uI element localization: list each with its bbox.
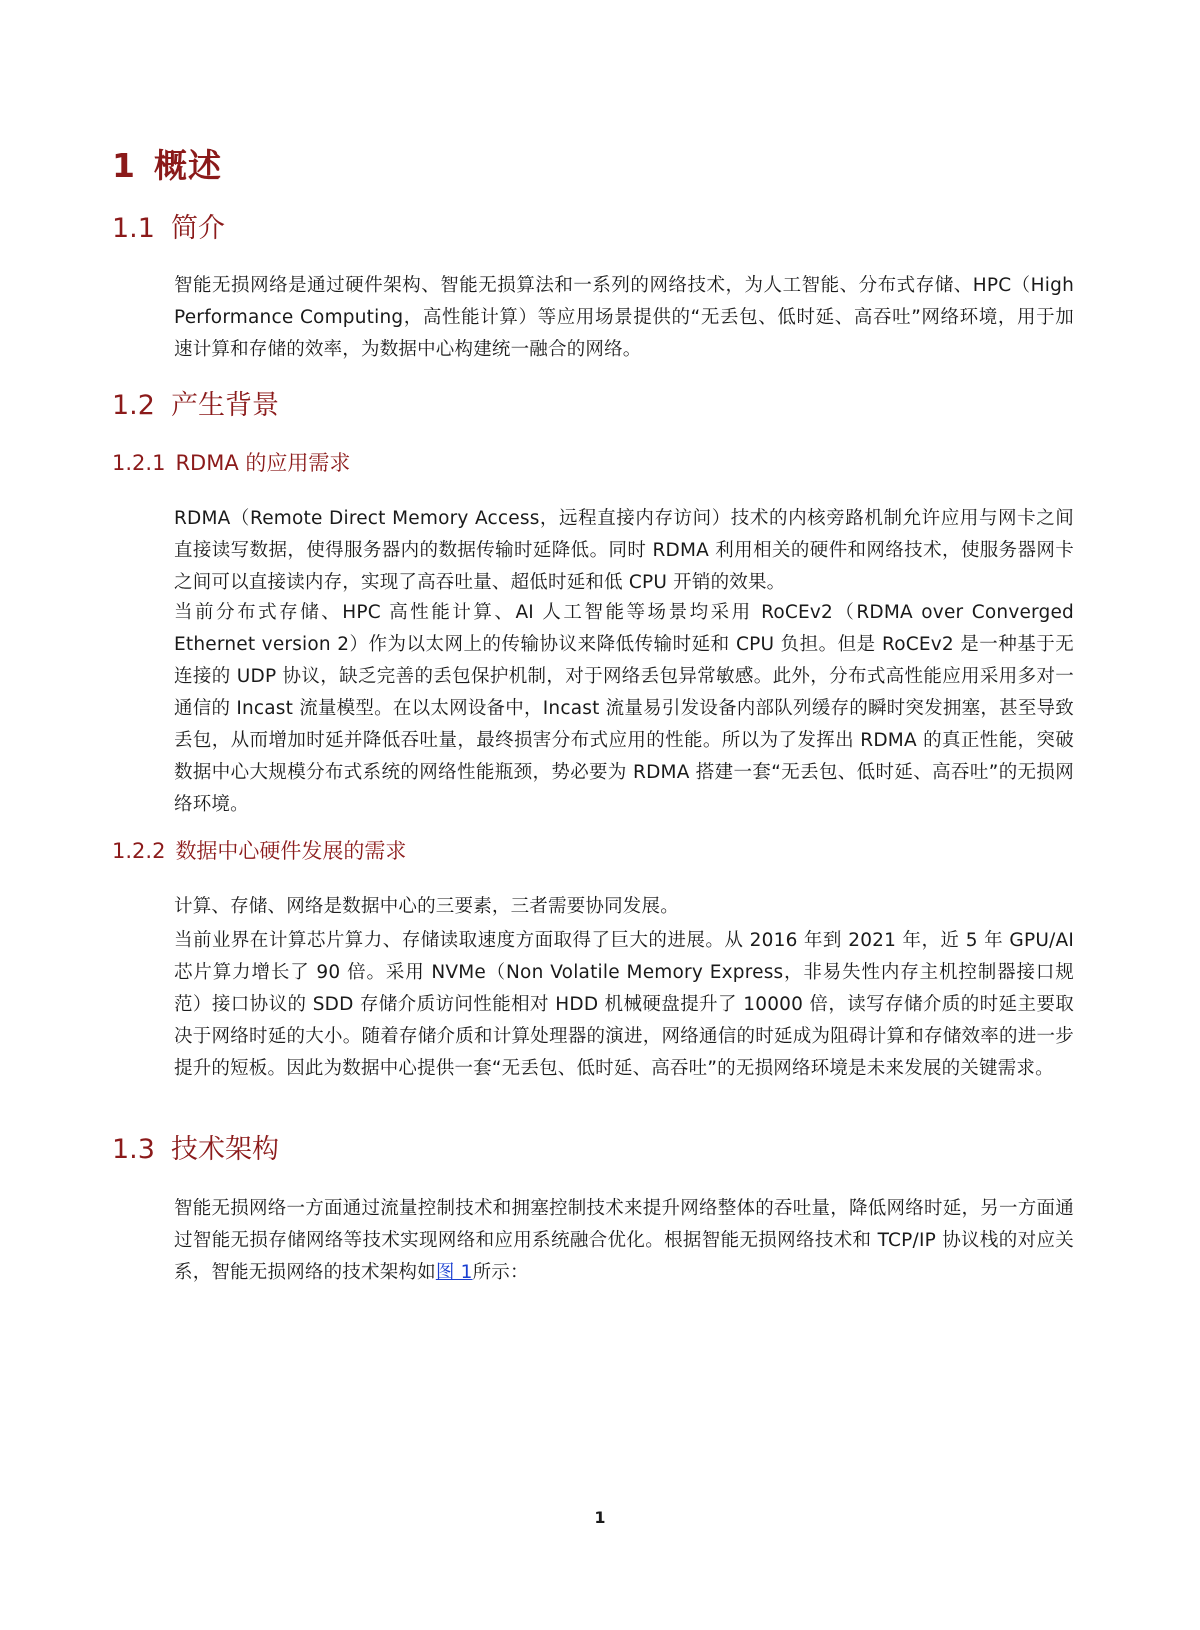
section-title: 技术架构 (170, 1134, 279, 1165)
chapter-number: 1 (112, 146, 136, 185)
rdma-paragraph-2: 当前分布式存储、HPC 高性能计算、AI 人工智能等场景均采用 RoCEv2（RDMA over Converged Ethernet version 2）作为以太网上的传输协议来降低传输时延和 CPU 负担。但是 RoCEv2 是一种基于无连接的 UDP 协议，缺乏完善的丢包保护机制，对于网络丢包异常敏感。此外，分布式高性能应用采用多对一通信的 Incast 流量模型。在以太网设备中，Incast 流量易引发设备内部队列缓存的瞬时突发拥塞，甚至导致丢包，从而增加时延并降低吞吐量，最终损害分布式应用的性能。所以为了发挥出 RDMA 的真正性能，突破数据中心大规模分布式系统的网络性能瓶颈，势必要为 RDMA 搭建一套“无丢包、低时延、高吞吐”的无损网络环境。 (174, 602, 1074, 815)
figure-1-link[interactable]: 图 1 (435, 1262, 473, 1283)
subsection-heading-hardware (112, 837, 406, 865)
section-heading-intro (112, 212, 225, 246)
section-title: 简介 (170, 213, 225, 244)
subsection-number: 1.2.1 (112, 451, 166, 475)
rdma-paragraph-1: RDMA（Remote Direct Memory Access，远程直接内存访问）技术的内核旁路机制允许应用与网卡之间直接读写数据，使得服务器内的数据传输时延降低。同时 RDMA 利用相关的硬件和网络技术，使服务器网卡之间可以直接读内存，实现了高吞吐量、超低时延和低 CPU 开销的效果。 (174, 508, 1074, 593)
intro-paragraph: 智能无损网络是通过硬件架构、智能无损算法和一系列的网络技术，为人工智能、分布式存储、HPC（High Performance Computing，高性能计算）等应用场景提供的“无丢包、低时延、高吞吐”网络环境，用于加速计算和存储的效率，为数据中心构建统一融合的网络。 (174, 275, 1074, 360)
section-number: 1.3 (112, 1134, 155, 1165)
hardware-paragraph-2: 当前业界在计算芯片算力、存储读取速度方面取得了巨大的进展。从 2016 年到 2021 年，近 5 年 GPU/AI 芯片算力增长了 90 倍。采用 NVMe（Non Volatile Memory Express，非易失性内存主机控制器接口规范）接口协议的 SDD 存储介质访问性能相对 HDD 机械硬盘提升了 10000 倍，读写存储介质的时延主要取决于网络时延的大小。随着存储介质和计算处理器的演进，网络通信的时延成为阻碍计算和存储效率的进一步提升的短板。因此为数据中心提供一套“无丢包、低时延、高吞吐”的无损网络环境是未来发展的关键需求。 (174, 930, 1074, 1079)
architecture-paragraph-text: 智能无损网络一方面通过流量控制技术和拥塞控制技术来提升网络整体的吞吐量，降低网络时延，另一方面通过智能无损存储网络等技术实现网络和应用系统融合优化。根据智能无损网络技术和 TCP/IP 协议栈的对应关系，智能无损网络的技术架构如 (174, 1198, 1074, 1283)
section-number: 1.2 (112, 390, 155, 421)
section-title: 产生背景 (170, 390, 279, 421)
architecture-paragraph-tail: 所示： (472, 1262, 529, 1283)
subsection-heading-rdma (112, 449, 350, 477)
section-number: 1.1 (112, 213, 155, 244)
chapter-heading (112, 146, 222, 186)
section-heading-architecture (112, 1133, 279, 1167)
architecture-paragraph (174, 1193, 1074, 1289)
subsection-number: 1.2.2 (112, 839, 166, 863)
page-number: 1 (594, 1508, 606, 1527)
section-heading-background (112, 389, 279, 423)
chapter-title: 概述 (153, 146, 222, 185)
subsection-title: 数据中心硬件发展的需求 (175, 839, 407, 863)
hardware-paragraph-1: 计算、存储、网络是数据中心的三要素，三者需要协同发展。 (174, 896, 679, 917)
subsection-title: RDMA 的应用需求 (175, 451, 351, 475)
